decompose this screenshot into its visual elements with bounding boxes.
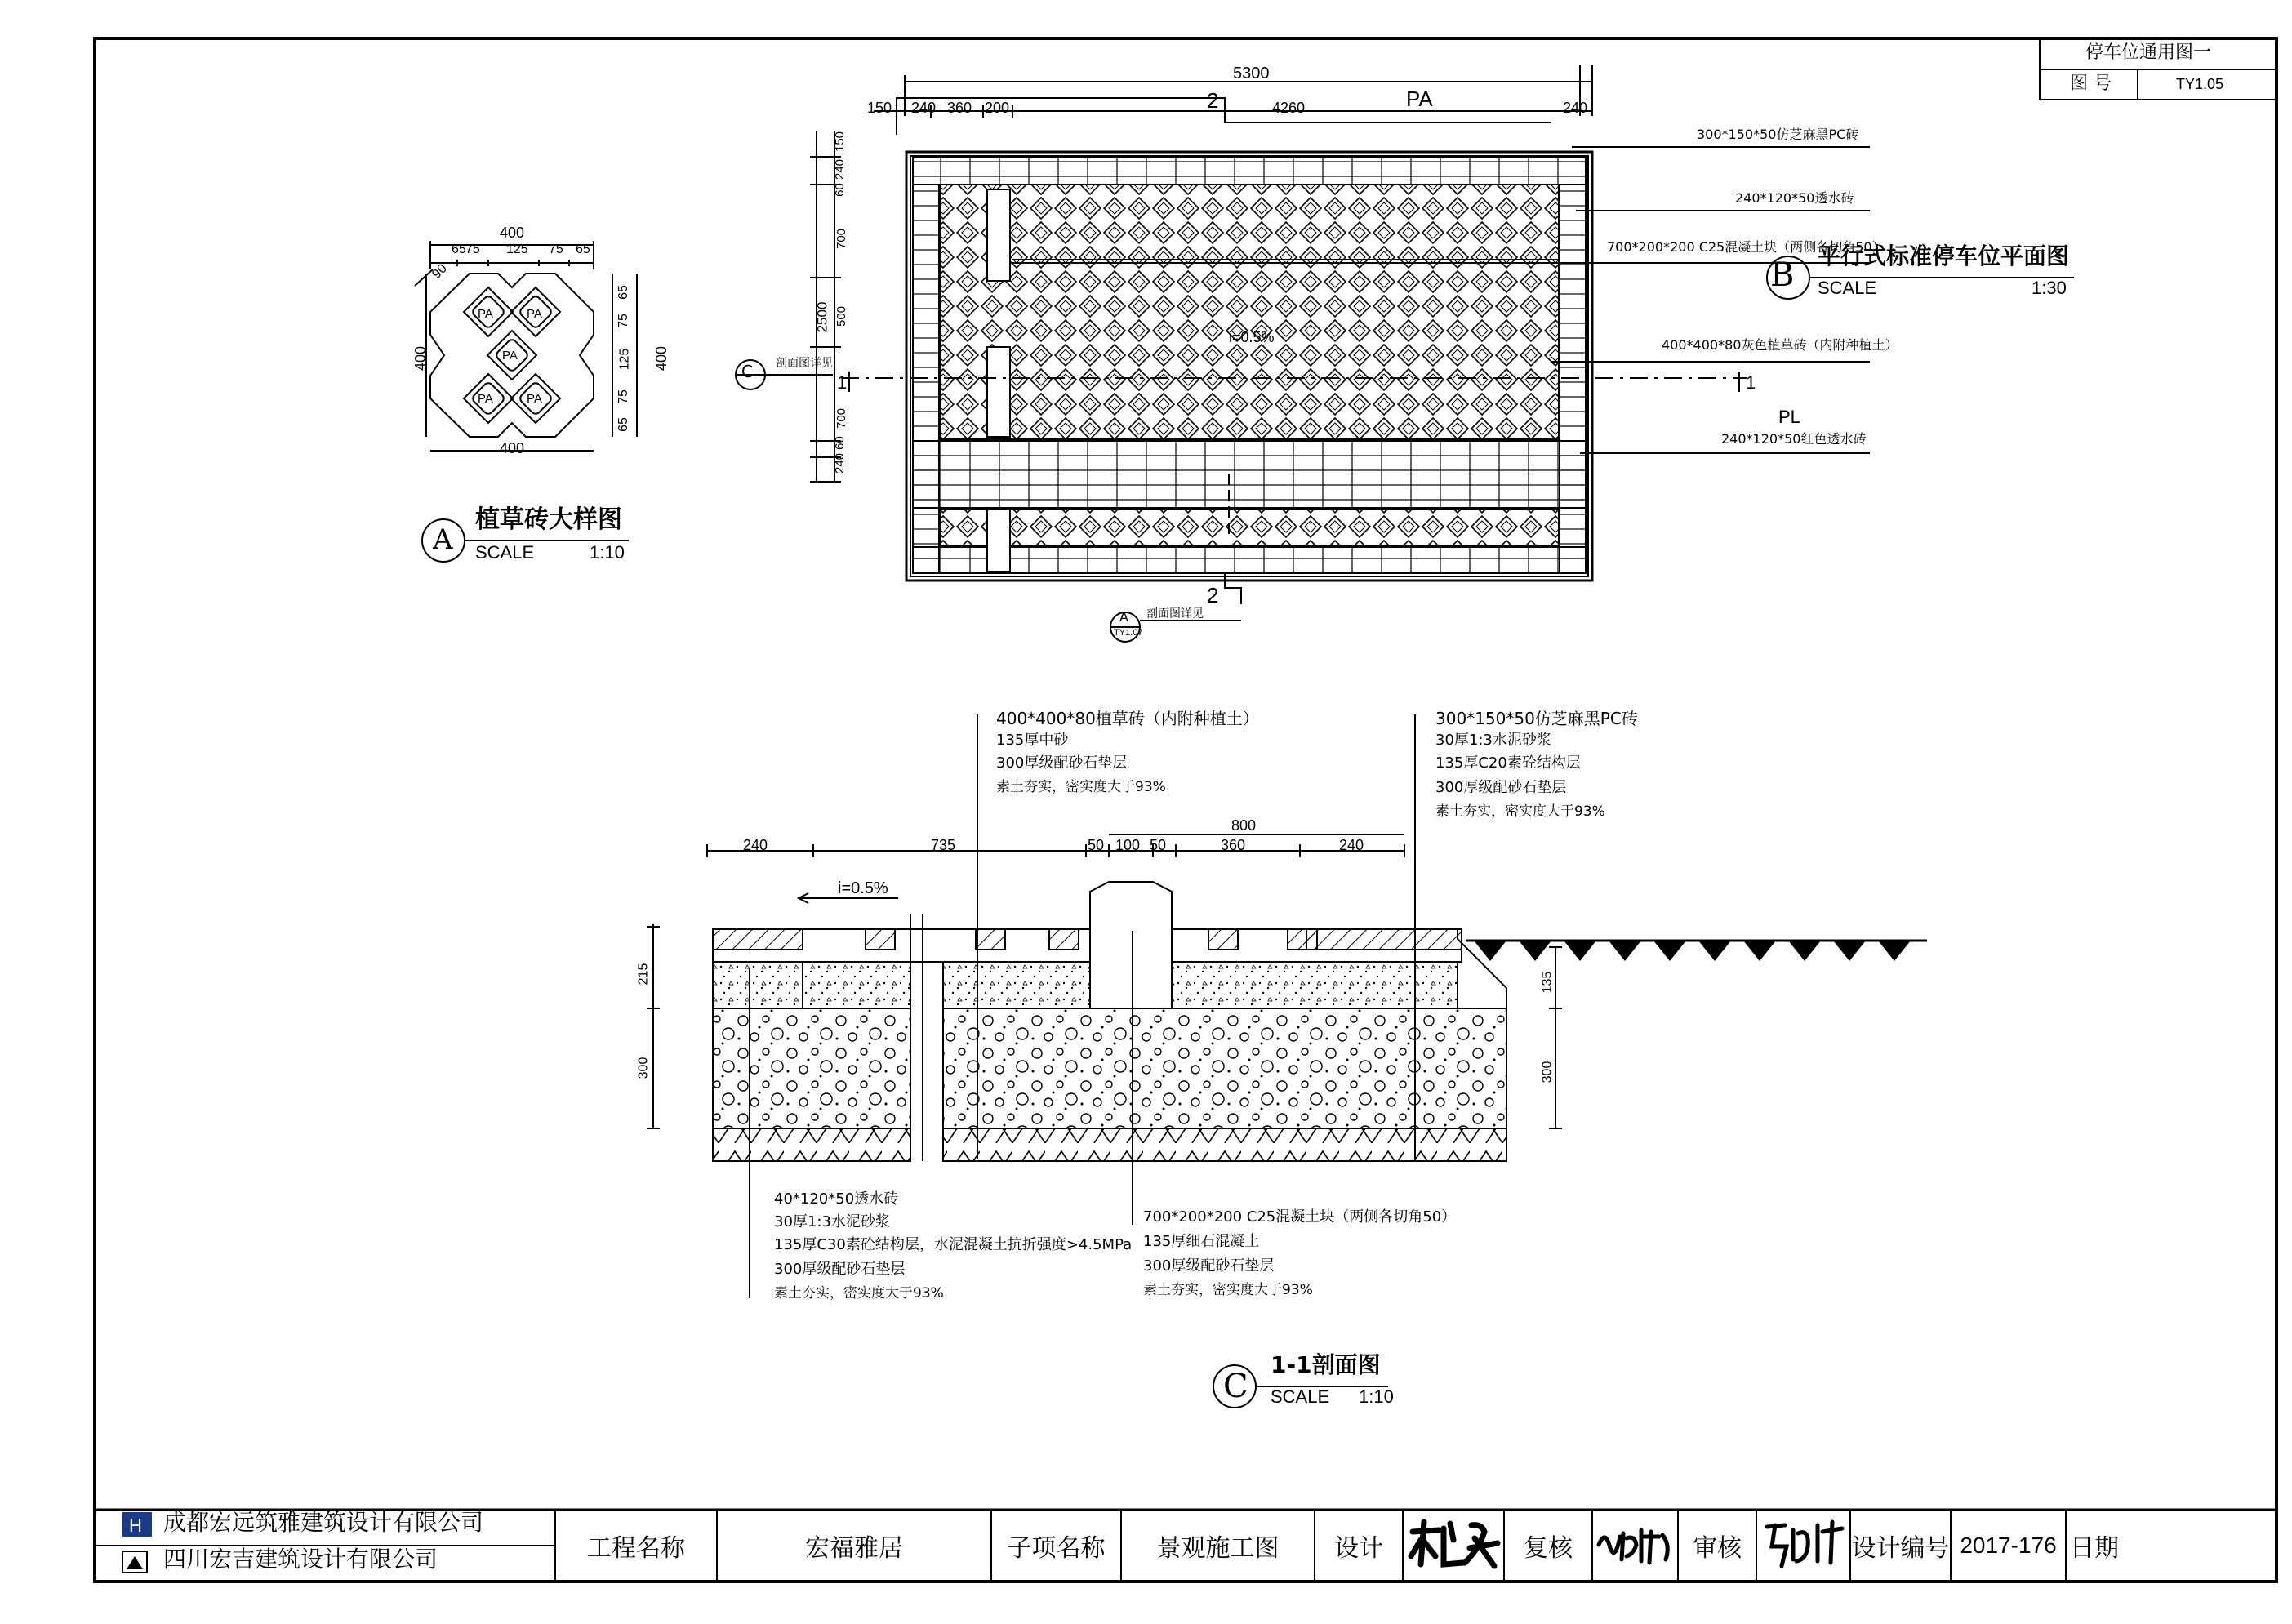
section-c-callout: 135厚细石混凝土 [1143,1233,1260,1250]
design-no: 2017-176 [1960,1533,2057,1558]
detail-a-dim-left: 400 [412,345,429,372]
section-c-scale: 1:10 [1359,1386,1394,1407]
plan-b-dim-left: 60 [832,183,847,197]
plan-b-callout: 300*150*50仿芝麻黑PC砖 [1697,127,1859,142]
subitem-name: 景观施工图 [1156,1534,1280,1563]
detail-a-dim: 65 [616,285,630,300]
plan-b-dim-left: 500 [834,305,849,327]
plan-b-callout: 240*120*50红色透水砖 [1721,431,1867,447]
plan-b-section-1-right: 1 [1746,372,1756,393]
section-c-callout: 素土夯实，密实度大于93% [996,779,1166,795]
reviewer-signature [1760,1514,1849,1574]
plan-b-dim-left: 700 [834,228,849,250]
section-c-callout: 400*400*80植草砖（内附种植土） [996,709,1259,728]
section-c-callout: 700*200*200 C25混凝土块（两侧各切角50） [1143,1208,1457,1226]
plan-b-ref-c-text: 剖面图详见 [776,357,833,370]
section-c-callout: 300厚级配砂石垫层 [1143,1257,1275,1275]
plan-b-scale-label: SCALE [1818,278,1877,298]
section-c-dim-800: 800 [1231,817,1257,834]
plan-b-dim: 200 [985,100,1010,116]
section-c-dim-right: 135 [1540,971,1555,994]
drawing-no-label: 图 号 [2070,73,2112,94]
section-c-dim: 360 [1221,837,1246,853]
section-c-callout: 300厚级配砂石垫层 [996,754,1128,772]
section-c-dim: 240 [1339,837,1364,853]
company-logo-2 [122,1551,147,1573]
project-label: 工程名称 [587,1534,685,1563]
plan-b-drawing [736,65,2074,642]
detail-a-dim: 75 [616,314,630,328]
detail-a-scale-label: SCALE [475,542,535,563]
section-c-dim: 50 [1088,837,1105,853]
section-c-callout: 135厚C20素砼结构层 [1435,754,1581,772]
section-c-callout: 135厚C30素砼结构层，水泥混凝土抗折强度>4.5MPa [774,1236,1133,1253]
section-c-callout: 300厚级配砂石垫层 [1435,779,1567,796]
design-no-label: 设计编号 [1851,1534,1950,1563]
detail-a-scale: 1:10 [590,542,625,563]
section-c-marker: C [1223,1368,1248,1405]
plan-b-dim: 360 [947,100,972,116]
section-c-dim: 50 [1150,837,1167,853]
plan-b-scale: 1:30 [2032,278,2067,298]
section-c-dim-left: 215 [636,963,651,986]
detail-a-dim: 75 [616,389,630,404]
plan-b-dim-left: 150 [833,131,848,153]
pa-tag: PA [527,307,542,321]
pa-tag: PA [478,392,493,406]
section-c-dim-right: 300 [1540,1061,1555,1083]
section-c-dim-left: 300 [636,1057,651,1079]
drawing-no: TY1.05 [2176,76,2224,92]
detail-a-dim: 65 [452,242,466,256]
section-c-dim: 100 [1115,837,1141,853]
pa-tag: PA [478,307,493,321]
company-name-1: 成都宏远筑雅建筑设计有限公司 [163,1509,484,1536]
detail-a-dim-bottom: 400 [500,440,525,456]
plan-b-marker: B [1770,256,1795,294]
detail-a-dim: 75 [465,242,480,256]
plan-b-pa-tag: PA [1406,87,1433,111]
plan-b-dim-left: 700 [834,407,849,429]
section-c-callout: 300*150*50仿芝麻黑PC砖 [1435,709,1638,728]
review-label: 审核 [1693,1534,1742,1563]
plan-b-dim: 4260 [1272,100,1306,116]
design-label: 设计 [1334,1534,1383,1563]
plan-b-ref-a-sub: TY1.07 [1114,628,1143,638]
svg-text:H: H [129,1515,142,1536]
plan-b-slope: i=0.5% [1229,329,1275,345]
plan-b-callout: 240*120*50透水砖 [1735,190,1854,206]
detail-a-dim: 65 [616,417,630,432]
detail-a-dim: 125 [506,242,528,256]
company-logo-1 [122,1512,152,1537]
section-c-callout: 素土夯实，密实度大于93% [1435,803,1605,820]
section-c-callout: 素土夯实，密实度大于93% [1143,1282,1313,1298]
designer-signature [1406,1515,1502,1576]
section-c-title: 1-1剖面图 [1271,1351,1381,1378]
plan-b-ref-c-marker: C [741,362,753,381]
sheet-name: 停车位通用图一 [2085,42,2212,63]
detail-a-dim-angle: 90 [429,261,450,282]
plan-b-ref-a-text: 剖面图详见 [1146,607,1204,621]
pa-tag: PA [502,349,518,363]
checker-signature [1594,1520,1676,1571]
plan-b-dim-left: 240 [833,452,848,474]
plan-b-dim-left: 240 [833,158,848,180]
plan-b-ref-a-marker: A [1119,609,1128,625]
detail-a-dim-top: 400 [500,225,525,241]
plan-b-dim: 150 [867,100,892,116]
company-name-2: 四川宏吉建筑设计有限公司 [163,1546,438,1573]
detail-a-dim-right: 400 [653,345,670,372]
plan-b-callout: 400*400*80灰色植草砖（内附种植土） [1662,337,1898,353]
plan-b-pl-tag: PL [1778,407,1800,427]
section-c-callout: 素土夯实，密实度大于93% [774,1285,944,1301]
section-c-callout: 40*120*50透水砖 [774,1190,899,1208]
section-c-dim: 240 [743,837,768,853]
ground-hatch [1474,941,1911,961]
pa-tag: PA [527,392,542,406]
check-label: 复核 [1524,1534,1573,1563]
detail-a-dim: 125 [617,348,632,371]
plan-b-section-2-top: 2 [1207,88,1219,113]
plan-b-dim: 240 [1563,100,1588,116]
plan-b-dim-left: 60 [832,436,847,450]
section-c-callout: 30厚1:3水泥砂浆 [774,1213,890,1230]
plan-b-callout: 700*200*200 C25混凝土块（两侧各切角50） [1607,239,1885,255]
section-c-dim: 735 [931,837,956,853]
section-c-callout: 135厚中砂 [996,732,1069,749]
detail-a-title: 植草砖大样图 [475,505,622,534]
date-label: 日期 [2070,1534,2119,1563]
section-c-drawing [647,714,1927,1408]
subitem-label: 子项名称 [1007,1534,1106,1563]
plan-b-dim-total: 5300 [1233,65,1270,82]
detail-a-marker: A [433,523,453,556]
section-c-scale-label: SCALE [1271,1386,1330,1407]
detail-a-dim: 65 [576,242,590,256]
section-c-slope: i=0.5% [838,879,888,897]
plan-b-section-2-bottom: 2 [1207,583,1219,607]
project-name: 宏福雅居 [805,1534,903,1563]
detail-a-dim: 75 [549,242,563,256]
section-c-callout: 300厚级配砂石垫层 [774,1261,906,1278]
plan-b-dim: 240 [911,100,937,116]
section-c-callout: 30厚1:3水泥砂浆 [1435,732,1551,749]
plan-b-dim-left: 2500 [814,301,830,333]
plan-b-section-1-left: 1 [837,372,848,393]
plan-b-title: 平行式标准停车位平面图 [1818,242,2070,269]
